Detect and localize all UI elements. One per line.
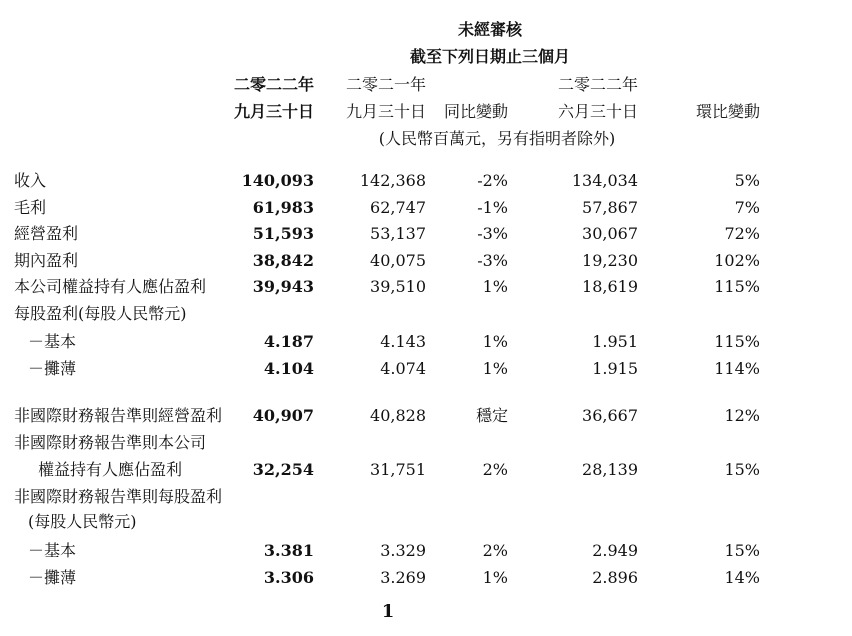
row-label: －基本 [28,332,77,351]
header-col2-line2: 九月三十日 [345,102,426,121]
cell-2022-jun: 28,139 [582,460,638,479]
row-label: －攤薄 [28,568,77,587]
cell-2022-sep: 40,907 [252,406,314,425]
cell-yoy: -3% [477,251,508,270]
cell-yoy: -1% [477,198,508,217]
header-units: (人民幣百萬元，另有指明者除外) [378,129,616,148]
cell-qoq: 12% [724,406,760,425]
row-label: 經營盈利 [14,224,79,243]
row-label: －攤薄 [28,359,77,378]
cell-qoq: 14% [724,568,760,587]
cell-qoq: 115% [714,277,760,296]
cell-2021-sep: 3.269 [380,568,426,587]
cell-2021-sep: 31,751 [370,460,426,479]
cell-2022-jun: 19,230 [582,251,638,270]
cell-2022-jun: 30,067 [582,224,638,243]
cell-qoq: 114% [714,359,760,378]
cell-yoy: 1% [482,568,508,587]
cell-2022-jun: 36,667 [582,406,638,425]
cell-2021-sep: 40,075 [370,251,426,270]
row-label: 非國際財務報告準則經營盈利 [14,406,223,425]
row-label: 期內盈利 [14,251,79,270]
header-period: 截至下列日期止三個月 [409,47,571,66]
cell-yoy: 2% [482,460,508,479]
cell-yoy: 1% [482,277,508,296]
cell-qoq: 15% [724,541,760,560]
header-col1-line1: 二零二二年 [233,75,314,94]
row-label: 收入 [14,171,47,190]
cell-qoq: 5% [734,171,760,190]
cell-2022-jun: 134,034 [571,171,638,190]
cell-2022-sep: 4.187 [263,332,314,351]
cell-yoy: 1% [482,359,508,378]
cell-qoq: 7% [734,198,760,217]
cell-yoy: 1% [482,332,508,351]
cell-2022-jun: 1.915 [592,359,638,378]
cell-2022-sep: 3.381 [263,541,314,560]
cell-2022-jun: 2.949 [592,541,638,560]
cell-2022-jun: 1.951 [592,332,638,351]
cell-qoq: 72% [724,224,760,243]
cell-2022-sep: 51,593 [252,224,314,243]
cell-qoq: 115% [714,332,760,351]
section-label-eps-unit: (每股人民幣元) [28,512,137,531]
cell-2022-sep: 32,254 [252,460,314,479]
page-number: 1 [381,601,395,622]
cell-2022-sep: 39,943 [252,277,314,296]
header-col4-line1: 二零二二年 [557,75,638,94]
cell-2021-sep: 53,137 [370,224,426,243]
cell-2022-sep: 38,842 [252,251,314,270]
header-col4-line2: 六月三十日 [557,102,638,121]
row-label: 非國際財務報告準則本公司 [14,433,207,452]
cell-2021-sep: 4.074 [380,359,426,378]
cell-yoy: 2% [482,541,508,560]
cell-2022-jun: 18,619 [582,277,638,296]
header-col1-line2: 九月三十日 [233,102,314,121]
cell-2022-jun: 57,867 [582,198,638,217]
cell-2021-sep: 3.329 [380,541,426,560]
cell-yoy: 穩定 [475,406,508,425]
cell-qoq: 15% [724,460,760,479]
row-label: 本公司權益持有人應佔盈利 [14,277,207,296]
section-label-non-ifrs-eps: 非國際財務報告準則每股盈利 [14,487,223,506]
cell-qoq: 102% [714,251,760,270]
cell-2022-sep: 61,983 [252,198,314,217]
cell-2021-sep: 142,368 [359,171,426,190]
cell-2021-sep: 62,747 [370,198,426,217]
cell-2021-sep: 4.143 [380,332,426,351]
header-col3: 同比變動 [443,102,508,121]
cell-yoy: -2% [477,171,508,190]
cell-2022-sep: 140,093 [241,171,314,190]
header-unaudited: 未經審核 [457,20,523,39]
cell-yoy: -3% [477,224,508,243]
row-label: 毛利 [14,198,47,217]
cell-2022-jun: 2.896 [592,568,638,587]
header-col2-line1: 二零二一年 [345,75,426,94]
header-col5: 環比變動 [695,102,760,121]
section-label-eps: 每股盈利(每股人民幣元) [14,304,187,323]
cell-2022-sep: 3.306 [263,568,314,587]
row-label: 權益持有人應佔盈利 [38,460,183,479]
cell-2021-sep: 40,828 [370,406,426,425]
row-label: －基本 [28,541,77,560]
cell-2022-sep: 4.104 [263,359,314,378]
cell-2021-sep: 39,510 [370,277,426,296]
